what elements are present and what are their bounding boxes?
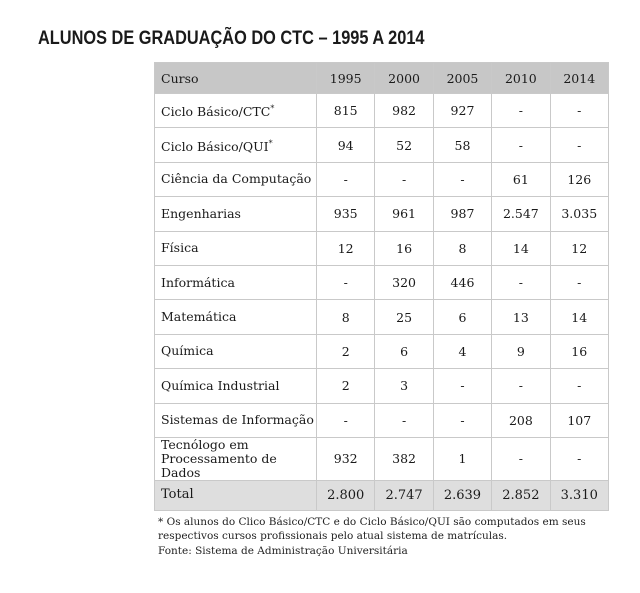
course-name (155, 162, 317, 196)
value-cell: - (550, 437, 608, 480)
value-cell: 932 (317, 437, 375, 480)
table-row (155, 403, 609, 437)
value-cell: 8 (317, 300, 375, 334)
table-notes (158, 515, 598, 558)
value-cell: 2.547 (492, 197, 550, 231)
value-cell: 12 (317, 231, 375, 265)
course-name-text: Química (161, 343, 214, 359)
table-row (155, 231, 609, 265)
value-cell: 815 (317, 94, 375, 128)
value-cell: 8 (433, 231, 491, 265)
value-cell: 61 (492, 162, 550, 196)
total-cell: 2.852 (492, 480, 550, 510)
value-cell: - (433, 403, 491, 437)
column-header-2000: 2000 (375, 63, 433, 94)
column-header-2005: 2005 (433, 63, 491, 94)
table-row (155, 265, 609, 299)
value-cell: 3.035 (550, 197, 608, 231)
footnote-mark: * (268, 138, 273, 148)
course-name-text: Informática (161, 274, 235, 290)
total-cell: 2.639 (433, 480, 491, 510)
value-cell: - (492, 437, 550, 480)
table-header-row (155, 63, 609, 94)
table-row (155, 300, 609, 334)
value-cell: - (317, 265, 375, 299)
total-cell: 3.310 (550, 480, 608, 510)
value-cell: 16 (375, 231, 433, 265)
course-name (155, 197, 317, 231)
value-cell: - (433, 162, 491, 196)
table-row (155, 94, 609, 128)
value-cell: 987 (433, 197, 491, 231)
students-table (154, 62, 609, 511)
course-name (155, 231, 317, 265)
course-name-text: Ciclo Básico/QUI (161, 138, 269, 154)
course-name (155, 403, 317, 437)
value-cell: 927 (433, 94, 491, 128)
value-cell: - (550, 265, 608, 299)
course-name-line: Processamento de Dados (161, 450, 277, 480)
value-cell: 25 (375, 300, 433, 334)
course-name (155, 128, 317, 162)
course-name-text: Matemática (161, 309, 237, 325)
value-cell: - (492, 94, 550, 128)
course-name (155, 265, 317, 299)
value-cell: 12 (550, 231, 608, 265)
value-cell: - (550, 94, 608, 128)
course-name-text: Ciência da Computação (161, 171, 312, 187)
course-name-text: Engenharias (161, 205, 241, 221)
table-row (155, 197, 609, 231)
column-header-2014: 2014 (550, 63, 608, 94)
course-name (155, 437, 317, 480)
table-row (155, 437, 609, 480)
table-row (155, 162, 609, 196)
value-cell: 208 (492, 403, 550, 437)
table-row (155, 334, 609, 368)
value-cell: 94 (317, 128, 375, 162)
footnote-mark: * (270, 104, 275, 114)
value-cell: - (550, 369, 608, 403)
source-note: Fonte: Sistema de Administração Universitária (158, 544, 408, 557)
course-name (155, 334, 317, 368)
course-name-text: Química Industrial (161, 377, 280, 393)
value-cell: 6 (375, 334, 433, 368)
page-title: ALUNOS DE GRADUAÇÃO DO CTC – 1995 A 2014 (38, 28, 425, 49)
value-cell: 935 (317, 197, 375, 231)
value-cell: - (317, 403, 375, 437)
value-cell: - (375, 162, 433, 196)
value-cell: - (375, 403, 433, 437)
value-cell: 4 (433, 334, 491, 368)
value-cell: - (492, 128, 550, 162)
total-label: Total (155, 480, 317, 510)
value-cell: 961 (375, 197, 433, 231)
value-cell: 16 (550, 334, 608, 368)
value-cell: 2 (317, 334, 375, 368)
value-cell: 446 (433, 265, 491, 299)
table-row (155, 128, 609, 162)
course-name-line: Tecnólogo em (161, 436, 249, 452)
value-cell: 52 (375, 128, 433, 162)
column-header-curso: Curso (155, 63, 317, 94)
value-cell: - (492, 369, 550, 403)
course-name-text: Ciclo Básico/CTC (161, 104, 271, 120)
value-cell: - (317, 162, 375, 196)
value-cell: - (550, 128, 608, 162)
footnote: * Os alunos do Clico Básico/CTC e do Ciclo Básico/QUI são computados em seus respectivos cursos profissionais pelo atual sistema de matrículas. (158, 516, 586, 543)
total-cell: 2.747 (375, 480, 433, 510)
value-cell: - (492, 265, 550, 299)
column-header-2010: 2010 (492, 63, 550, 94)
value-cell: 320 (375, 265, 433, 299)
value-cell: 58 (433, 128, 491, 162)
column-header-1995: 1995 (317, 63, 375, 94)
value-cell: 1 (433, 437, 491, 480)
value-cell: 107 (550, 403, 608, 437)
value-cell: - (433, 369, 491, 403)
value-cell: 2 (317, 369, 375, 403)
total-cell: 2.800 (317, 480, 375, 510)
course-name (155, 94, 317, 128)
course-name-text: Sistemas de Informação (161, 412, 314, 428)
course-name (155, 300, 317, 334)
value-cell: 982 (375, 94, 433, 128)
table-row (155, 369, 609, 403)
value-cell: 382 (375, 437, 433, 480)
value-cell: 6 (433, 300, 491, 334)
value-cell: 9 (492, 334, 550, 368)
course-name-text: Física (161, 240, 199, 256)
value-cell: 3 (375, 369, 433, 403)
value-cell: 14 (492, 231, 550, 265)
value-cell: 13 (492, 300, 550, 334)
value-cell: 126 (550, 162, 608, 196)
course-name (155, 369, 317, 403)
total-row (155, 480, 609, 510)
value-cell: 14 (550, 300, 608, 334)
